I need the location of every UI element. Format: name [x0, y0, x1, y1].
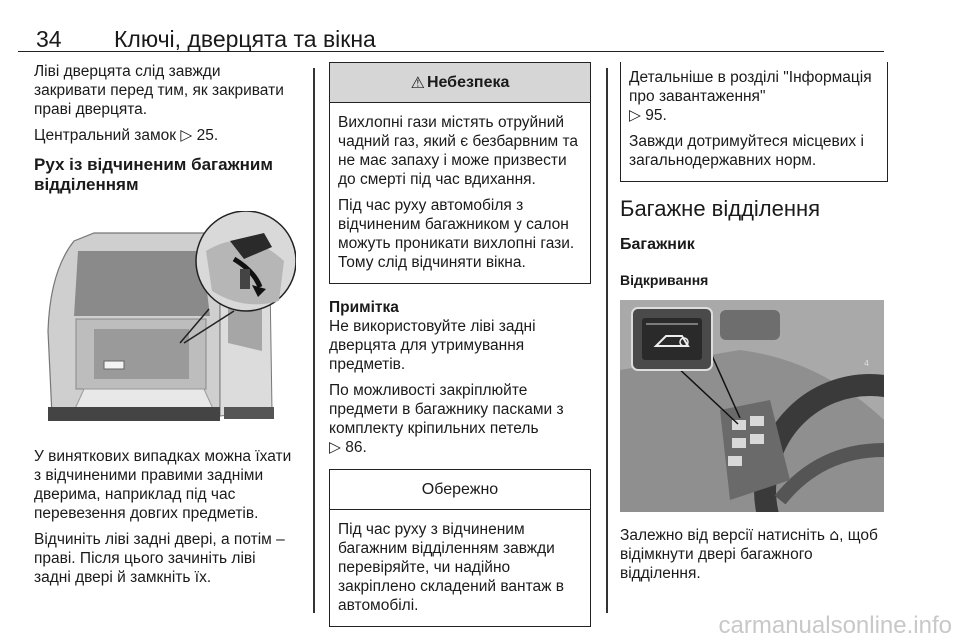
subsubsection-heading: Відкривання [620, 272, 709, 288]
danger-title: Небезпека [426, 73, 510, 91]
watermark: carmanualsonline.info [718, 612, 952, 639]
column-1 [34, 62, 296, 594]
info-box [620, 62, 888, 182]
page-reference: 25. [196, 127, 219, 144]
section-heading: Рух із відчиненим багажним відділенням [34, 155, 273, 194]
caution-box-body [330, 510, 590, 626]
info-box-body [621, 62, 887, 181]
note-heading: Примітка [329, 299, 399, 316]
paragraph: Не використовуйте ліві задні дверцята для утримування предметів. [329, 318, 536, 373]
page-title: Ключі, дверцята та вікна [114, 26, 376, 52]
reference-arrow-icon: ▷ [629, 106, 641, 124]
column-divider [606, 68, 608, 613]
dashboard-trunk-button-illustration [620, 300, 884, 512]
paragraph: Вихлопні гази містять отруйний чадний газ, який є безбарвним та не має запаху і може призвести до смерті під час вдихання. [338, 114, 579, 188]
section-heading: Багажне відділення [620, 196, 821, 221]
caution-title: Обережно [421, 480, 499, 498]
warning-triangle-icon: ⚠ [410, 73, 425, 92]
paragraph-text: Залежно від версії натисніть [620, 527, 825, 544]
page-header [18, 26, 884, 52]
danger-box-body [330, 103, 590, 283]
column-divider [313, 68, 315, 613]
trunk-button-icon: ⌂ [829, 526, 840, 544]
van-rear-door-illustration [34, 211, 296, 433]
paragraph: Під час руху з відчиненим багажним відділенням завжди перевіряйте, чи надійно закріплено складений вантаж в автомобілі. [338, 521, 565, 614]
reference-arrow-icon: ▷ [180, 126, 193, 144]
danger-box-header [330, 63, 590, 103]
paragraph-text: Центральний замок [34, 127, 177, 144]
paragraph [620, 526, 888, 583]
danger-box [329, 62, 591, 284]
paragraph-text: По можливості закріплюйте предмети в багажнику пасками з комплекту кріпильних петель [329, 382, 564, 437]
paragraph [329, 381, 591, 457]
column-2 [329, 62, 591, 639]
paragraph [629, 68, 879, 125]
reference-arrow-icon: ▷ [329, 438, 341, 456]
paragraph [34, 126, 296, 145]
svg-text:4: 4 [864, 359, 870, 368]
paragraph-text: Детальніше в розділі "Інформація про завантаження" [629, 69, 872, 105]
column-3 [620, 62, 888, 590]
paragraph: Ліві дверцята слід завжди закривати перед тим, як закривати праві дверцята. [34, 63, 284, 118]
caution-box-header [330, 470, 590, 510]
page-reference: 86. [345, 439, 367, 456]
paragraph: Відчиніть ліві задні двері, а потім – праві. Після цього зачиніть ліві задні двері й замкніть їх. [34, 531, 285, 586]
paragraph-text: , щоб відімкнути двері багажного відділення. [620, 527, 878, 582]
caution-box [329, 469, 591, 627]
page-number: 34 [36, 26, 62, 52]
page-reference: 95. [645, 107, 667, 124]
paragraph: Під час руху автомобіля з відчиненим багажником у салон можуть проникати вихлопні гази. Тому слід відчиняти вікна. [338, 197, 575, 271]
subsection-heading: Багажник [620, 236, 695, 253]
paragraph: Завжди дотримуйтеся місцевих і загальнодержавних норм. [629, 133, 864, 169]
paragraph: У виняткових випадках можна їхати з відчиненими правими задніми дверима, наприклад під час перевезення довгих предметів. [34, 448, 292, 522]
